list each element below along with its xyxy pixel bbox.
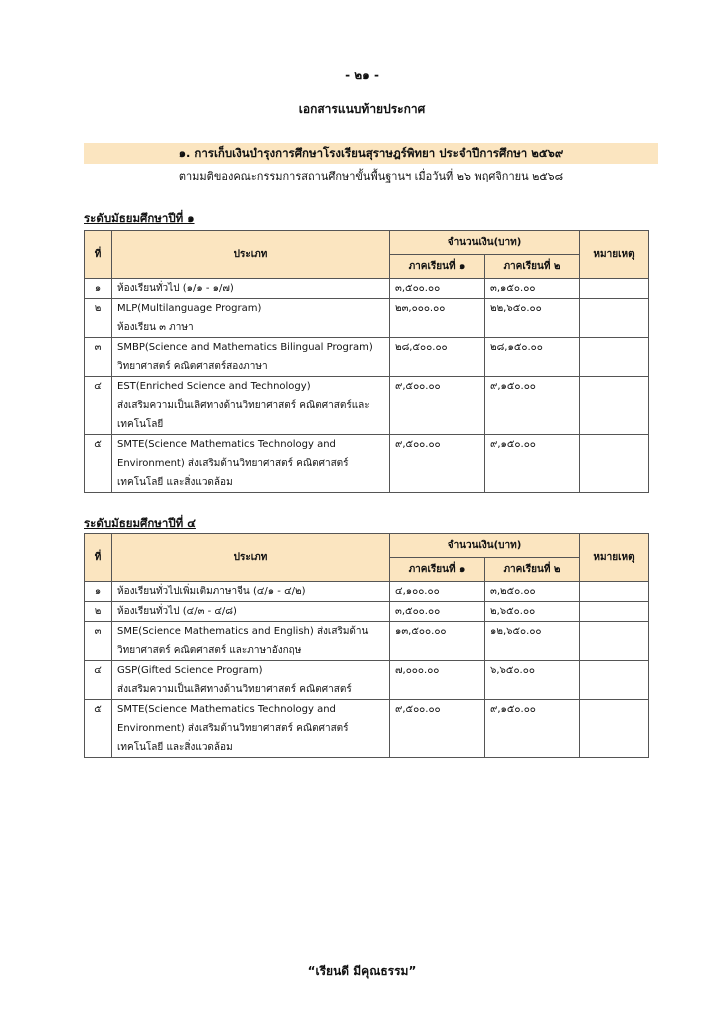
term2-amount: ๑๒,๖๕๐.๐๐	[485, 622, 580, 661]
fee-type	[112, 299, 390, 338]
term1-amount: ๙,๕๐๐.๐๐	[390, 377, 485, 435]
table-row	[85, 622, 649, 661]
fee-type-line: SMTE(Science Mathematics Technology and	[117, 704, 336, 715]
fee-type	[112, 279, 390, 299]
remark	[580, 435, 649, 493]
table-row	[85, 700, 649, 758]
table-row	[85, 435, 649, 493]
col-header-term1: ภาคเรียนที่ ๑	[390, 558, 485, 582]
fee-type	[112, 377, 390, 435]
fee-type-line: ห้องเรียน ๓ ภาษา	[117, 322, 194, 333]
row-number: ๓	[85, 338, 112, 377]
fee-type-line: เทคโนโลยี และสิ่งแวดล้อม	[117, 742, 233, 753]
term2-amount: ๙,๑๕๐.๐๐	[485, 700, 580, 758]
fee-type-line: SMBP(Science and Mathematics Bilingual Program)	[117, 342, 373, 353]
fee-type-line: SME(Science Mathematics and English) ส่งเสริมด้าน	[117, 626, 369, 637]
term2-amount: ๙,๑๕๐.๐๐	[485, 435, 580, 493]
row-number: ๒	[85, 602, 112, 622]
term1-amount: ๓,๕๐๐.๐๐	[390, 602, 485, 622]
fee-type-line: วิทยาศาสตร์ คณิตศาสตร์ และภาษาอังกฤษ	[117, 645, 302, 656]
fee-type	[112, 602, 390, 622]
col-header-type: ประเภท	[112, 231, 390, 279]
col-header-type: ประเภท	[112, 534, 390, 582]
table-row	[85, 377, 649, 435]
table-row	[85, 279, 649, 299]
term1-amount: ๔,๑๐๐.๐๐	[390, 582, 485, 602]
fee-type-line: เทคโนโลยี และสิ่งแวดล้อม	[117, 477, 233, 488]
term1-amount: ๙,๕๐๐.๐๐	[390, 435, 485, 493]
row-number: ๔	[85, 661, 112, 700]
section-heading-m4: ระดับมัธยมศึกษาปีที่ ๔	[84, 516, 196, 530]
term1-amount: ๓,๕๐๐.๐๐	[390, 279, 485, 299]
remark	[580, 602, 649, 622]
col-header-remark: หมายเหตุ	[580, 231, 649, 279]
term2-amount: ๙,๑๕๐.๐๐	[485, 377, 580, 435]
fee-type-line: ส่งเสริมความเป็นเลิศทางด้านวิทยาศาสตร์ คณิตศาสตร์	[117, 684, 352, 695]
remark	[580, 338, 649, 377]
term1-amount: ๒๓,๐๐๐.๐๐	[390, 299, 485, 338]
section-heading-m1: ระดับมัธยมศึกษาปีที่ ๑	[84, 211, 195, 225]
fee-type	[112, 582, 390, 602]
remark	[580, 582, 649, 602]
fee-type-line: เทคโนโลยี	[117, 419, 164, 430]
fee-type-line: MLP(Multilanguage Program)	[117, 303, 262, 314]
fee-type-line: Environment) ส่งเสริมด้านวิทยาศาสตร์ คณิตศาสตร์	[117, 723, 349, 734]
row-number: ๕	[85, 700, 112, 758]
fee-type	[112, 661, 390, 700]
col-header-remark: หมายเหตุ	[580, 534, 649, 582]
remark	[580, 377, 649, 435]
col-header-amount: จำนวนเงิน(บาท)	[390, 231, 580, 255]
remark	[580, 622, 649, 661]
fee-type-line: วิทยาศาสตร์ คณิตศาสตร์สองภาษา	[117, 361, 268, 372]
document-title: ๑. การเก็บเงินบำรุงการศึกษาโรงเรียนสุราษฎร์พิทยา ประจำปีการศึกษา ๒๕๖๙	[84, 143, 658, 164]
term2-amount: ๖,๖๕๐.๐๐	[485, 661, 580, 700]
fee-type-line: ห้องเรียนทั่วไปเพิ่มเติมภาษาจีน (๔/๑ - ๔/๒)	[117, 586, 306, 597]
term1-amount: ๒๘,๕๐๐.๐๐	[390, 338, 485, 377]
col-header-no: ที่	[85, 231, 112, 279]
fee-type	[112, 435, 390, 493]
term2-amount: ๓,๒๕๐.๐๐	[485, 582, 580, 602]
fee-type-line: ส่งเสริมความเป็นเลิศทางด้านวิทยาศาสตร์ คณิตศาสตร์และ	[117, 400, 370, 411]
fee-type-line: Environment) ส่งเสริมด้านวิทยาศาสตร์ คณิตศาสตร์	[117, 458, 349, 469]
row-number: ๓	[85, 622, 112, 661]
table-row	[85, 602, 649, 622]
term2-amount: ๒๒,๖๕๐.๐๐	[485, 299, 580, 338]
fee-type	[112, 700, 390, 758]
fee-table-m4	[84, 533, 649, 758]
col-header-no: ที่	[85, 534, 112, 582]
remark	[580, 279, 649, 299]
remark	[580, 661, 649, 700]
row-number: ๑	[85, 582, 112, 602]
row-number: ๒	[85, 299, 112, 338]
school-motto: “เรียนดี มีคุณธรรม”	[307, 964, 417, 978]
row-number: ๑	[85, 279, 112, 299]
term2-amount: ๒,๖๕๐.๐๐	[485, 602, 580, 622]
row-number: ๕	[85, 435, 112, 493]
term2-amount: ๒๘,๑๕๐.๐๐	[485, 338, 580, 377]
fee-table-m1	[84, 230, 649, 493]
term2-amount: ๓,๑๕๐.๐๐	[485, 279, 580, 299]
term1-amount: ๙,๕๐๐.๐๐	[390, 700, 485, 758]
row-number: ๔	[85, 377, 112, 435]
document-subtitle: ตามมติของคณะกรรมการสถานศึกษาขั้นพื้นฐานฯ เมื่อวันที่ ๒๖ พฤศจิกายน ๒๕๖๘	[178, 170, 564, 183]
col-header-term2: ภาคเรียนที่ ๒	[485, 558, 580, 582]
col-header-term2: ภาคเรียนที่ ๒	[485, 255, 580, 279]
table-row	[85, 582, 649, 602]
table-row	[85, 661, 649, 700]
term1-amount: ๑๓,๕๐๐.๐๐	[390, 622, 485, 661]
fee-type-line: GSP(Gifted Science Program)	[117, 665, 263, 676]
fee-type	[112, 338, 390, 377]
col-header-amount: จำนวนเงิน(บาท)	[390, 534, 580, 558]
col-header-term1: ภาคเรียนที่ ๑	[390, 255, 485, 279]
fee-type	[112, 622, 390, 661]
remark	[580, 299, 649, 338]
fee-type-line: EST(Enriched Science and Technology)	[117, 381, 311, 392]
fee-type-line: SMTE(Science Mathematics Technology and	[117, 439, 336, 450]
table-row	[85, 299, 649, 338]
term1-amount: ๗,๐๐๐.๐๐	[390, 661, 485, 700]
document-heading: เอกสารแนบท้ายประกาศ	[298, 102, 426, 116]
page-number: - ๒๑ -	[345, 68, 379, 82]
remark	[580, 700, 649, 758]
table-row	[85, 338, 649, 377]
fee-type-line: ห้องเรียนทั่วไป (๔/๓ - ๔/๘)	[117, 606, 237, 617]
fee-type-line: ห้องเรียนทั่วไป (๑/๑ - ๑/๗)	[117, 283, 234, 294]
